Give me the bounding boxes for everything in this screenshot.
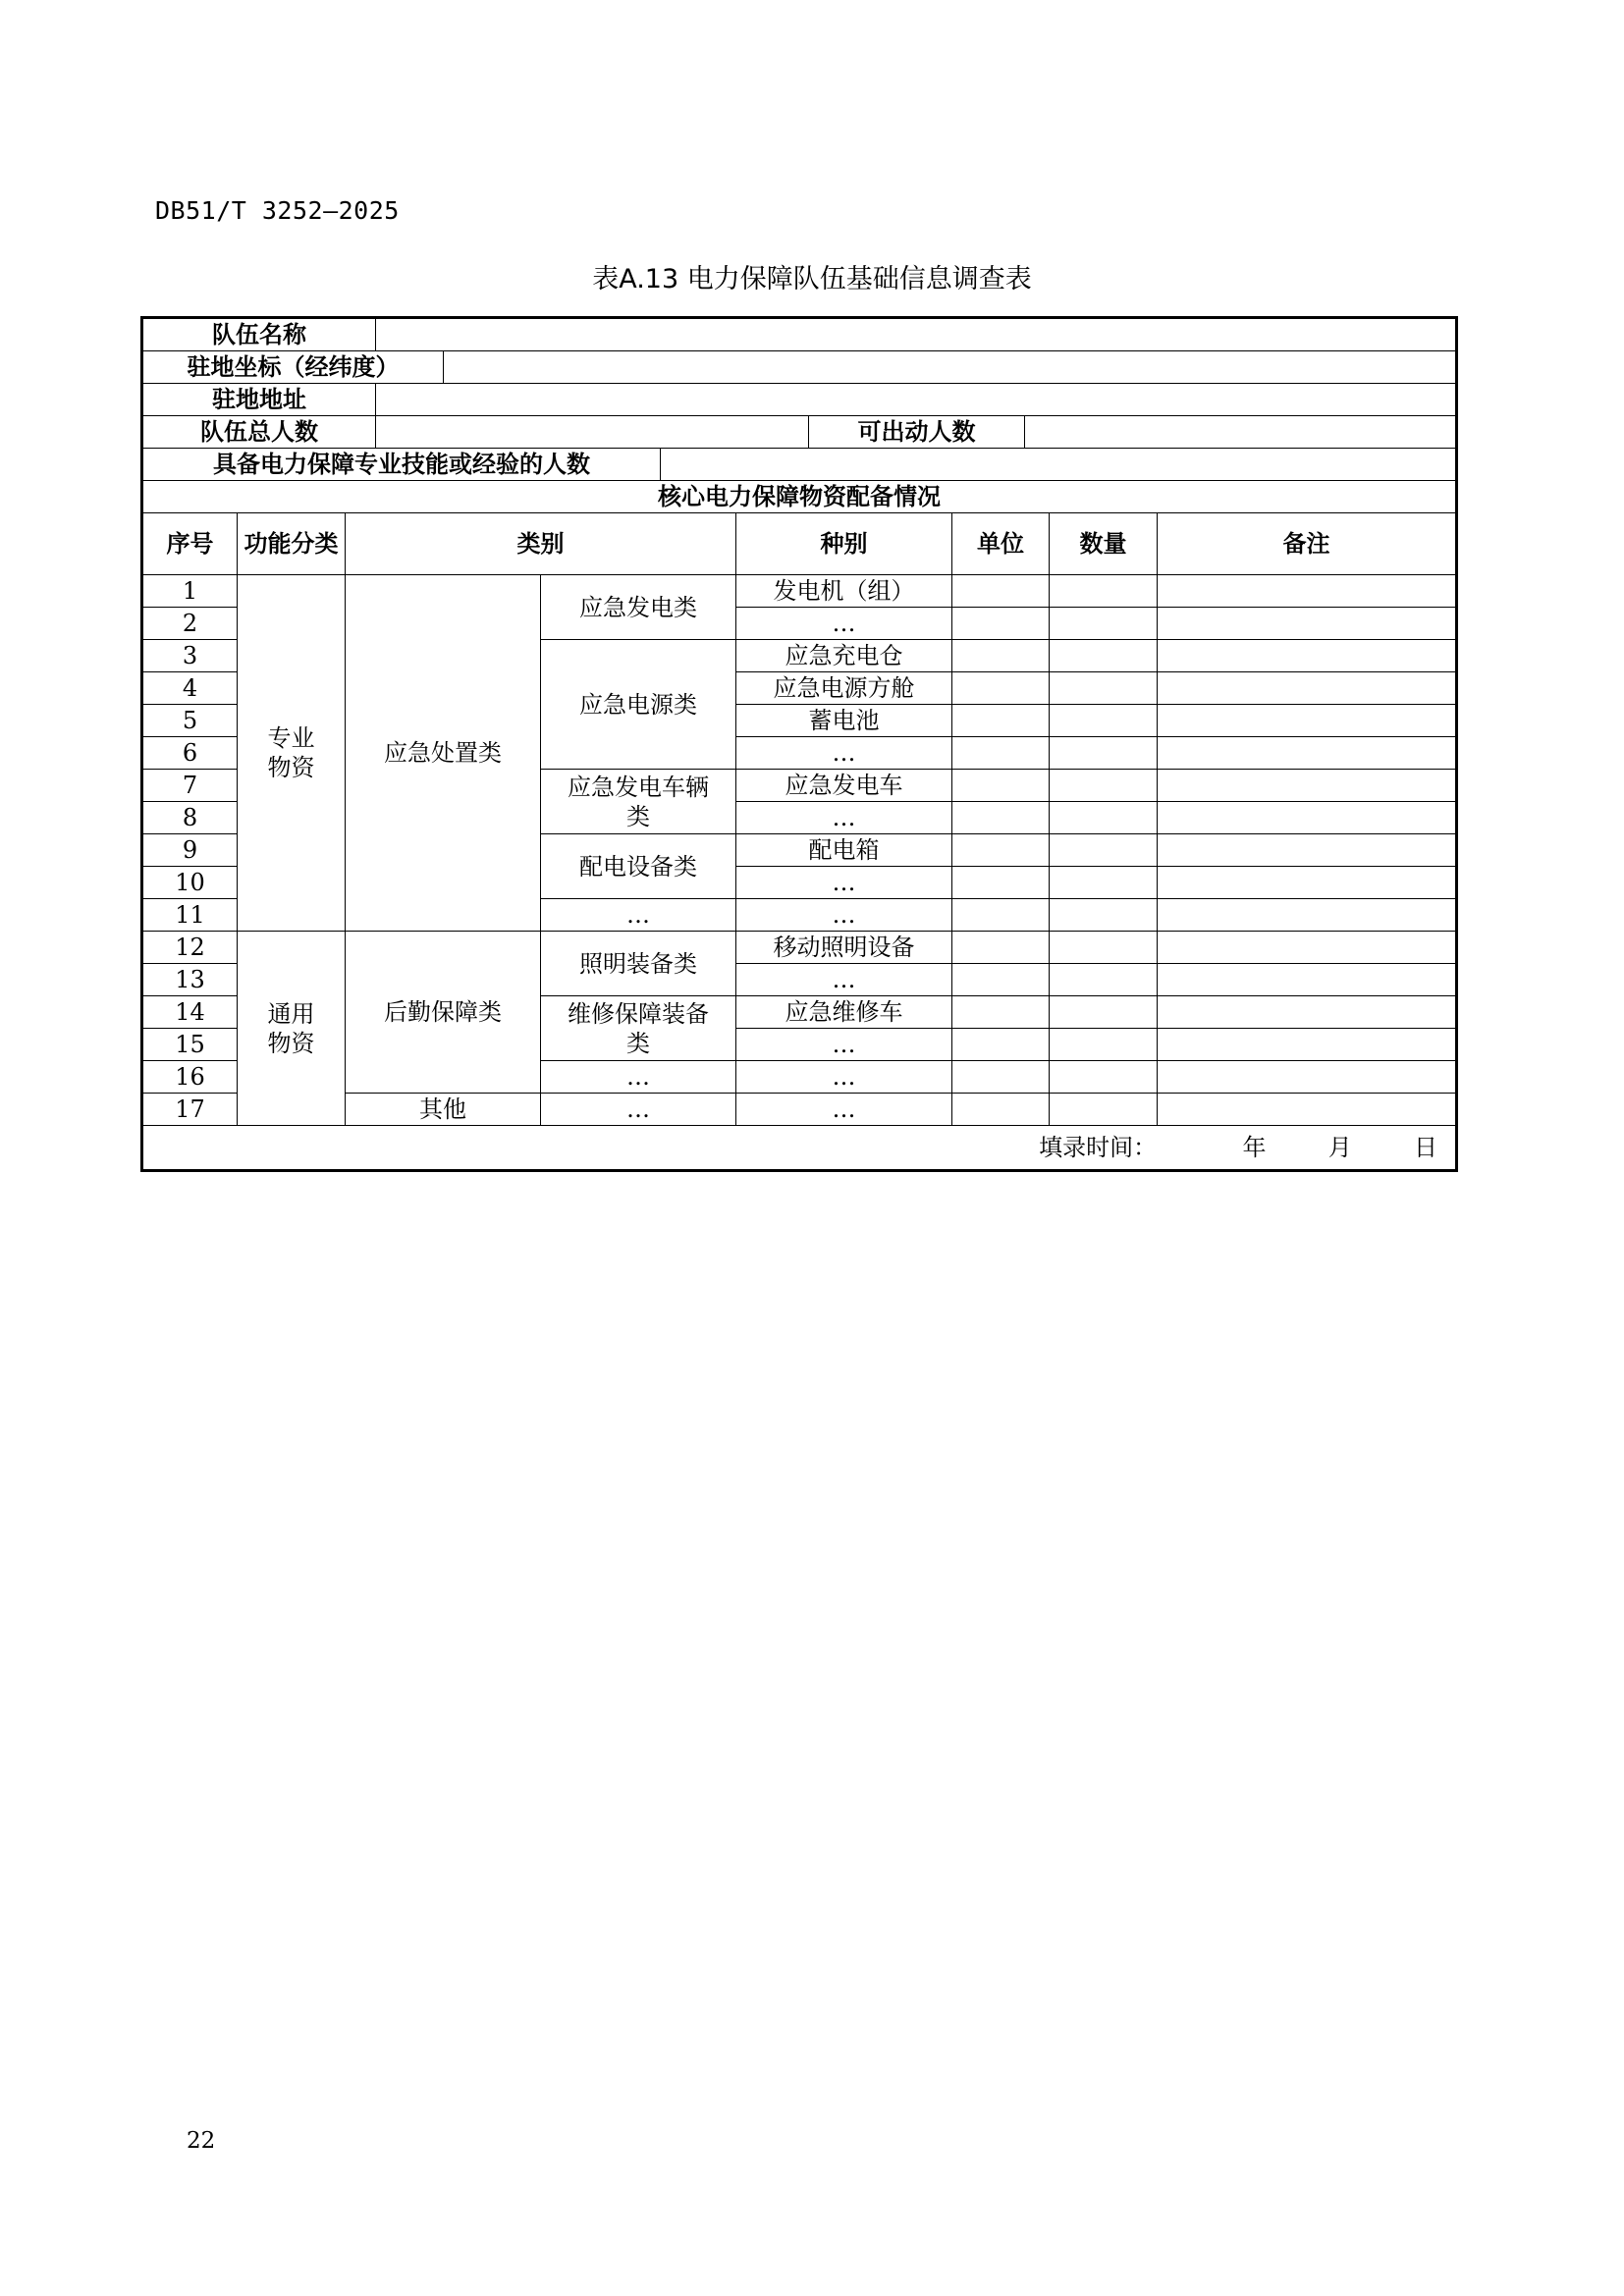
row-number: 12: [142, 932, 238, 964]
qty-cell[interactable]: [1050, 672, 1158, 705]
kind-cell: …: [736, 608, 952, 640]
remark-cell[interactable]: [1158, 705, 1457, 737]
qty-cell[interactable]: [1050, 932, 1158, 964]
kind-cell: 应急充电仓: [736, 640, 952, 672]
remark-cell[interactable]: [1158, 964, 1457, 996]
subcat-light: 照明装备类: [541, 932, 736, 996]
station-address-label: 驻地地址: [143, 384, 376, 415]
kind-cell: …: [736, 867, 952, 899]
row-number: 14: [142, 996, 238, 1029]
row-number: 6: [142, 737, 238, 770]
col-seq-header: 序号: [142, 513, 238, 575]
station-coords-field[interactable]: [444, 351, 1455, 383]
subcat-vehicle: 应急发电车辆类: [541, 770, 736, 834]
qty-cell[interactable]: [1050, 964, 1158, 996]
col-qty-header: 数量: [1050, 513, 1158, 575]
category-logistics: 后勤保障类: [346, 932, 541, 1094]
table-row: [142, 575, 1457, 608]
unit-cell[interactable]: [952, 1061, 1050, 1094]
subcat-repair: 维修保障装备类: [541, 996, 736, 1061]
kind-cell: 发电机（组）: [736, 575, 952, 608]
remark-cell[interactable]: [1158, 1061, 1457, 1094]
category-other: 其他: [346, 1094, 541, 1126]
row-number: 5: [142, 705, 238, 737]
row-number: 2: [142, 608, 238, 640]
unit-cell[interactable]: [952, 802, 1050, 834]
kind-cell: 应急电源方舱: [736, 672, 952, 705]
survey-table: [140, 316, 1458, 1172]
kind-cell: …: [736, 1061, 952, 1094]
unit-cell[interactable]: [952, 899, 1050, 932]
kind-cell: …: [736, 899, 952, 932]
kind-cell: …: [736, 1094, 952, 1126]
qty-cell[interactable]: [1050, 996, 1158, 1029]
remark-cell[interactable]: [1158, 899, 1457, 932]
kind-cell: …: [736, 964, 952, 996]
unit-cell[interactable]: [952, 770, 1050, 802]
remark-cell[interactable]: [1158, 640, 1457, 672]
unit-cell[interactable]: [952, 996, 1050, 1029]
remark-cell[interactable]: [1158, 802, 1457, 834]
fill-time-row: [142, 1126, 1457, 1171]
category-emergency: 应急处置类: [346, 575, 541, 932]
skilled-members-field[interactable]: [661, 449, 1455, 480]
remark-cell[interactable]: [1158, 608, 1457, 640]
row-number: 17: [142, 1094, 238, 1126]
kind-cell: 应急维修车: [736, 996, 952, 1029]
row-number: 8: [142, 802, 238, 834]
qty-cell[interactable]: [1050, 705, 1158, 737]
row-number: 3: [142, 640, 238, 672]
col-remark-header: 备注: [1158, 513, 1457, 575]
row-number: 13: [142, 964, 238, 996]
row-number: 16: [142, 1061, 238, 1094]
remark-cell[interactable]: [1158, 770, 1457, 802]
row-number: 1: [142, 575, 238, 608]
remark-cell[interactable]: [1158, 867, 1457, 899]
table-row: [142, 932, 1457, 964]
subcat-power: 应急电源类: [541, 640, 736, 770]
qty-cell[interactable]: [1050, 899, 1158, 932]
dispatchable-label: 可出动人数: [809, 416, 1025, 448]
qty-cell[interactable]: [1050, 834, 1158, 867]
unit-cell[interactable]: [952, 1029, 1050, 1061]
remark-cell[interactable]: [1158, 1094, 1457, 1126]
subcat-ellipsis: …: [541, 899, 736, 932]
fill-month-label: 月: [1327, 1134, 1352, 1161]
qty-cell[interactable]: [1050, 1061, 1158, 1094]
row-number: 7: [142, 770, 238, 802]
unit-cell[interactable]: [952, 867, 1050, 899]
unit-cell[interactable]: [952, 608, 1050, 640]
kind-cell: …: [736, 737, 952, 770]
document-code: DB51/T 3252—2025: [155, 196, 400, 225]
core-section-heading: 核心电力保障物资配备情况: [142, 481, 1457, 513]
remark-cell[interactable]: [1158, 575, 1457, 608]
station-address-field[interactable]: [376, 384, 1455, 415]
col-unit-header: 单位: [952, 513, 1050, 575]
row-number: 9: [142, 834, 238, 867]
dispatchable-field[interactable]: [1025, 416, 1455, 448]
kind-cell: 蓄电池: [736, 705, 952, 737]
qty-cell[interactable]: [1050, 608, 1158, 640]
kind-cell: …: [736, 802, 952, 834]
unit-cell[interactable]: [952, 1094, 1050, 1126]
team-name-label: 队伍名称: [143, 319, 376, 350]
station-coords-label: 驻地坐标（经纬度）: [143, 351, 444, 383]
row-number: 15: [142, 1029, 238, 1061]
page-number: 22: [187, 2128, 216, 2154]
remark-cell[interactable]: [1158, 672, 1457, 705]
remark-cell[interactable]: [1158, 1029, 1457, 1061]
remark-cell[interactable]: [1158, 737, 1457, 770]
unit-cell[interactable]: [952, 640, 1050, 672]
unit-cell[interactable]: [952, 737, 1050, 770]
unit-cell[interactable]: [952, 575, 1050, 608]
unit-cell[interactable]: [952, 834, 1050, 867]
qty-cell[interactable]: [1050, 802, 1158, 834]
fill-day-label: 日: [1414, 1134, 1437, 1161]
total-members-label: 队伍总人数: [143, 416, 376, 448]
qty-cell[interactable]: [1050, 1094, 1158, 1126]
qty-cell[interactable]: [1050, 867, 1158, 899]
func-professional: 专业物资: [238, 575, 346, 932]
kind-cell: 配电箱: [736, 834, 952, 867]
qty-cell[interactable]: [1050, 640, 1158, 672]
table-title: 表A.13 电力保障队伍基础信息调查表: [592, 264, 1032, 294]
team-name-field[interactable]: [376, 319, 1455, 350]
col-func-header: 功能分类: [238, 513, 346, 575]
remark-cell[interactable]: [1158, 996, 1457, 1029]
unit-cell[interactable]: [952, 705, 1050, 737]
kind-cell: …: [736, 1029, 952, 1061]
fill-year-label: 年: [1242, 1134, 1267, 1161]
row-number: 10: [142, 867, 238, 899]
qty-cell[interactable]: [1050, 575, 1158, 608]
qty-cell[interactable]: [1050, 1029, 1158, 1061]
fill-time-label: 填录时间：: [1039, 1134, 1158, 1161]
kind-cell: 应急发电车: [736, 770, 952, 802]
qty-cell[interactable]: [1050, 737, 1158, 770]
row-number: 4: [142, 672, 238, 705]
qty-cell[interactable]: [1050, 770, 1158, 802]
total-members-field[interactable]: [376, 416, 809, 448]
remark-cell[interactable]: [1158, 932, 1457, 964]
subcat-gen: 应急发电类: [541, 575, 736, 640]
row-number: 11: [142, 899, 238, 932]
skilled-members-label: 具备电力保障专业技能或经验的人数: [143, 449, 661, 480]
unit-cell[interactable]: [952, 964, 1050, 996]
subcat-ellipsis: …: [541, 1094, 736, 1126]
unit-cell[interactable]: [952, 672, 1050, 705]
func-general: 通用物资: [238, 932, 346, 1126]
kind-cell: 移动照明设备: [736, 932, 952, 964]
subcat-ellipsis: …: [541, 1061, 736, 1094]
col-kind-header: 种别: [736, 513, 952, 575]
remark-cell[interactable]: [1158, 834, 1457, 867]
unit-cell[interactable]: [952, 932, 1050, 964]
col-category-header: 类别: [346, 513, 736, 575]
subcat-dist: 配电设备类: [541, 834, 736, 899]
